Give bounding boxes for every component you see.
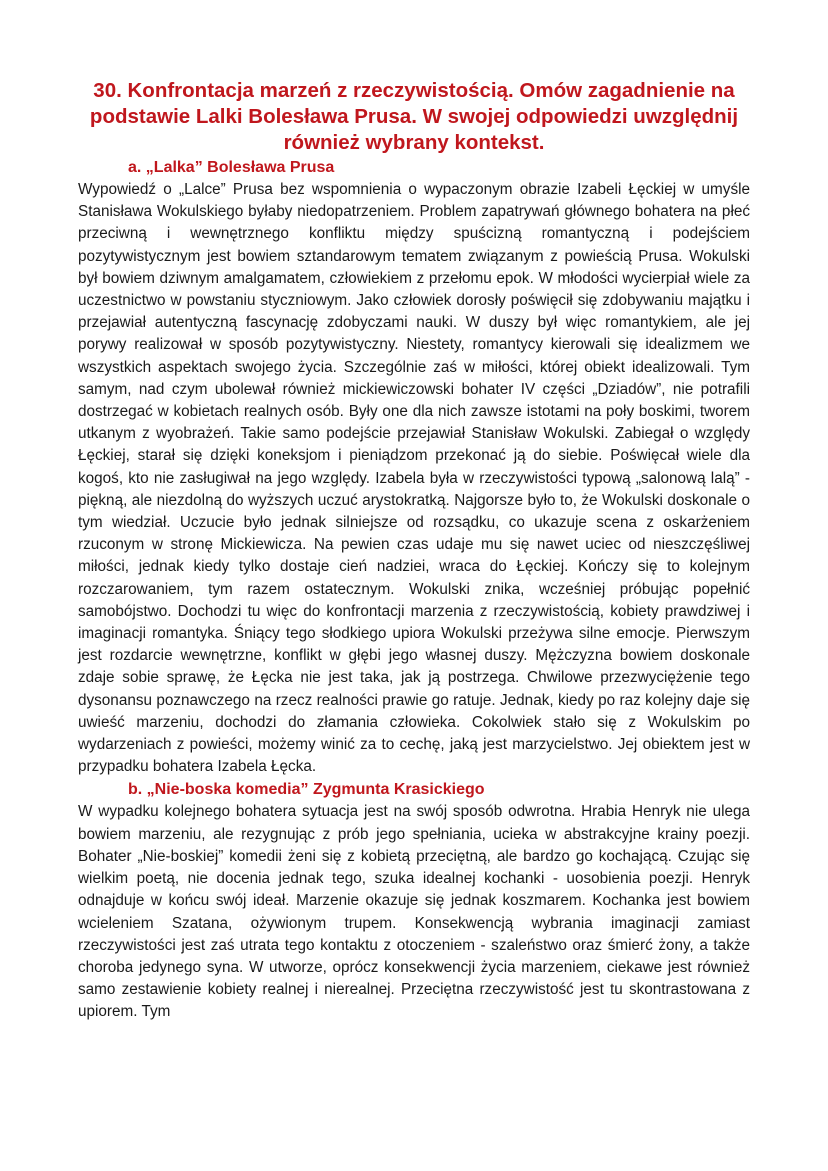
section-heading-nie-boska-komedia: b. „Nie-boska komedia” Zygmunta Krasickiego <box>128 781 485 799</box>
section-nie-boska-komedia <box>78 778 750 1023</box>
section-text-lalka: Wypowiedź o „Lalce” Prusa bez wspomnienia o wypaczonym obrazie Izabeli Łęckiej w umyśle Stanisława Wokulskiego byłaby niedopatrzeniem. Problem zapatrywań głównego bohatera na płeć przeciwną i wewnętrznego konfliktu między spuścizną romantyczną i podejściem pozytywistycznym jest bowiem sztandarowym tematem związanym z powieścią Prusa. Wokulski był bowiem dziwnym amalgamatem, człowiekiem z przełomu epok. W młodości wycierpiał wiele za uczestnictwo w powstaniu styczniowym. Jako człowiek dorosły poświęcił się zdobywaniu majątku i przejawiał autentyczną fascynację zdobyczami nauki. W duszy był więc romantykiem, ale jej porywy realizował w sposób pozytywistyczny. Niestety, romantycy kierowali się idealizmem we wszystkich aspektach swojego życia. Szczególnie zaś w miłości, której obiekt idealizowali. Tym samym, nad czym ubolewał również mickiewiczowski bohater IV części „Dziadów”, nie potrafili dostrzegać w kobietach realnych osób. Były one dla nich zawsze istotami na poły boskimi, tworem utkanym z wyobrażeń. Takie samo podejście przejawiał Stanisław Wokulski. Zabiegał o względy Łęckiej, starał się dzięki koneksjom i pieniądzom przekonać ją do siebie. Poświęcał wiele dla kogoś, kto nie zasługiwał na jego względy. Izabela była w rzeczywistości typową „salonową lalą” - piękną, ale niezdolną do wyższych uczuć arystokratką. Najgorsze było to, że Wokulski doskonale o tym wiedział. Uczucie było jednak silniejsze od rozsądku, co ukazuje scena z oskarżeniem rzuconym w stronę Mickiewicza. Na pewien czas udaje mu się nawet uciec od nieszczęśliwej miłości, jednak kiedy tylko dostaje cień nadziei, wraca do Łęckiej. Kończy się to kolejnym rozczarowaniem, tym razem ostatecznym. Wokulski znika, wcześniej próbując popełnić samobójstwo. Dochodzi tu więc do konfrontacji marzenia z rzeczywistością, kobiety prawdziwej i imaginacji romantyka. Śniący tego słodkiego upiora Wokulski przeżywa silne emocje. Pierwszym jest rozdarcie wewnętrzne, konflikt w głębi jego własnej duszy. Mężczyzna bowiem doskonale zdaje sobie sprawę, że Łęcka nie jest taka, jak ją postrzega. Chwilowe przezwyciężenie tego dysonansu poznawczego na rzecz realności prawie go ratuje. Jednak, kiedy po raz kolejny daje się uwieść marzeniu, dochodzi do złamania człowieka. Cokolwiek stało się z Wokulskim po wydarzeniach z powieści, możemy winić za to cechę, jaką jest marzycielstwo. Jej obiektem jest w przypadku bohatera Izabela Łęcka. <box>78 181 750 776</box>
section-heading-lalka: a. „Lalka” Bolesława Prusa <box>128 159 335 176</box>
document-page <box>78 78 750 1024</box>
document-title: 30. Konfrontacja marzeń z rzeczywistością. Omów zagadnienie na podstawie Lalki Bolesława Prusa. W swojej odpowiedzi uwzględnij również wybrany kontekst. <box>89 79 739 154</box>
section-text-nie-boska-komedia: W wypadku kolejnego bohatera sytuacja jest na swój sposób odwrotna. Hrabia Henryk nie ulega bowiem marzeniu, ale rezygnując z prób jego spełniania, ucieka w abstrakcyjne krainy poezji. Bohater „Nie-boskiej” komedii żeni się z kobietą przeciętną, ale bardzo go kochającą. Czując się wielkim poetą, nie docenia jednak tego, szuka idealnej kochanki - uosobienia poezji. Henryk odnajduje w końcu swój ideał. Marzenie okazuje się jednak koszmarem. Kochanka jest bowiem wcieleniem Szatana, ożywionym trupem. Konsekwencją wybrania imaginacji zamiast rzeczywistości jest zaś utrata tego kontaktu z otoczeniem - szaleństwo oraz śmierć żony, a także choroba jedynego syna. W utworze, oprócz konsekwencji życia marzeniem, ciekawe jest również samo zestawienie kobiety realnej i nierealnej. Przeciętna rzeczywistość jest tu skontrastowana z upiorem. Tym <box>78 803 750 1021</box>
section-lalka <box>78 156 750 778</box>
